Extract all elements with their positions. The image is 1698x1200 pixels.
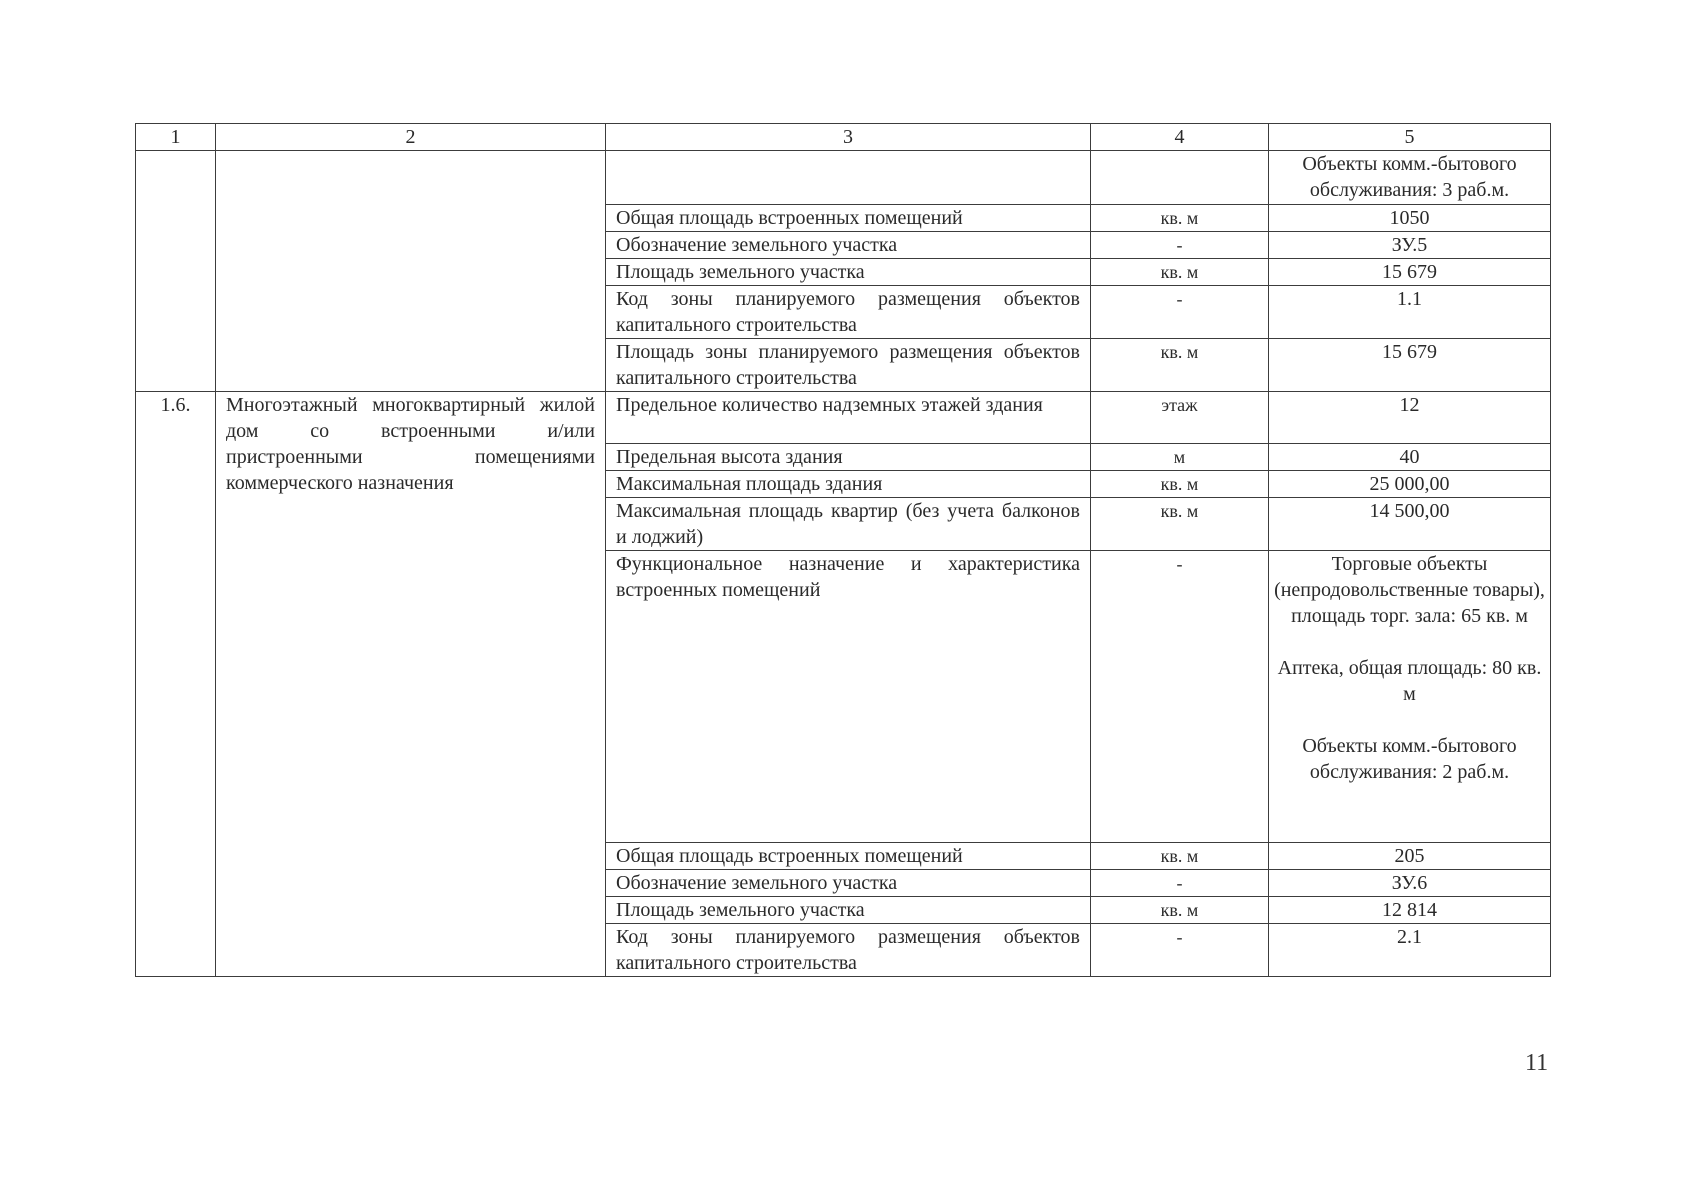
value-cell: 14 500,00: [1269, 498, 1551, 551]
value-line: Аптека, общая площадь: 80 кв. м: [1277, 657, 1542, 705]
header-col-2: 2: [216, 124, 606, 151]
item-number-cell: [136, 151, 216, 392]
parameters-table: [135, 123, 1551, 977]
value-line: Торговые объекты (непродовольственные товары), площадь торг. зала: 65 кв. м: [1274, 553, 1545, 627]
param-cell: Максимальная площадь здания: [606, 471, 1091, 498]
param-cell: Общая площадь встроенных помещений: [606, 843, 1091, 870]
unit-cell: -: [1091, 924, 1269, 977]
unit-cell: кв. м: [1091, 498, 1269, 551]
header-col-5: 5: [1269, 124, 1551, 151]
param-cell: [606, 151, 1091, 205]
unit-cell: [1091, 151, 1269, 205]
value-cell: [1269, 551, 1551, 843]
unit-cell: кв. м: [1091, 471, 1269, 498]
param-cell: Площадь земельного участка: [606, 897, 1091, 924]
unit-cell: этаж: [1091, 392, 1269, 444]
header-col-3: 3: [606, 124, 1091, 151]
unit-cell: кв. м: [1091, 897, 1269, 924]
value-cell: 12: [1269, 392, 1551, 444]
value-cell: 15 679: [1269, 339, 1551, 392]
value-cell: 40: [1269, 444, 1551, 471]
table-row: [136, 151, 1551, 205]
param-cell: Площадь земельного участка: [606, 259, 1091, 286]
unit-cell: -: [1091, 232, 1269, 259]
value-cell: 12 814: [1269, 897, 1551, 924]
value-cell: ЗУ.5: [1269, 232, 1551, 259]
unit-cell: м: [1091, 444, 1269, 471]
table-row: [136, 392, 1551, 444]
unit-cell: -: [1091, 870, 1269, 897]
value-cell: 15 679: [1269, 259, 1551, 286]
value-cell: 25 000,00: [1269, 471, 1551, 498]
param-cell: Общая площадь встроенных помещений: [606, 205, 1091, 232]
param-cell: Код зоны планируемого размещения объектов капитального строительства: [606, 924, 1091, 977]
value-cell: 2.1: [1269, 924, 1551, 977]
item-name-cell: Многоэтажный многоквартирный жилой дом со встроенными и/или пристроенными помещениями коммерческого назначения: [216, 392, 606, 977]
value-cell: ЗУ.6: [1269, 870, 1551, 897]
unit-cell: -: [1091, 286, 1269, 339]
unit-cell: кв. м: [1091, 205, 1269, 232]
unit-cell: -: [1091, 551, 1269, 843]
param-cell: Максимальная площадь квартир (без учета балконов и лоджий): [606, 498, 1091, 551]
header-col-4: 4: [1091, 124, 1269, 151]
unit-cell: кв. м: [1091, 259, 1269, 286]
param-cell: Код зоны планируемого размещения объектов капитального строительства: [606, 286, 1091, 339]
value-line: Объекты комм.-бытового обслуживания: 2 раб.м.: [1302, 735, 1517, 783]
param-cell: Площадь зоны планируемого размещения объектов капитального строительства: [606, 339, 1091, 392]
param-cell: Функциональное назначение и характеристика встроенных помещений: [606, 551, 1091, 843]
value-cell: Объекты комм.-бытового обслуживания: 3 раб.м.: [1269, 151, 1551, 205]
unit-cell: кв. м: [1091, 843, 1269, 870]
item-number-cell: 1.6.: [136, 392, 216, 977]
value-cell: 205: [1269, 843, 1551, 870]
page-number: 11: [1525, 1050, 1549, 1076]
value-cell: 1.1: [1269, 286, 1551, 339]
param-cell: Обозначение земельного участка: [606, 870, 1091, 897]
param-cell: Предельная высота здания: [606, 444, 1091, 471]
value-cell: 1050: [1269, 205, 1551, 232]
header-col-1: 1: [136, 124, 216, 151]
unit-cell: кв. м: [1091, 339, 1269, 392]
param-cell: Предельное количество надземных этажей здания: [606, 392, 1091, 444]
header-row: [136, 124, 1551, 151]
item-name-cell: [216, 151, 606, 392]
param-cell: Обозначение земельного участка: [606, 232, 1091, 259]
